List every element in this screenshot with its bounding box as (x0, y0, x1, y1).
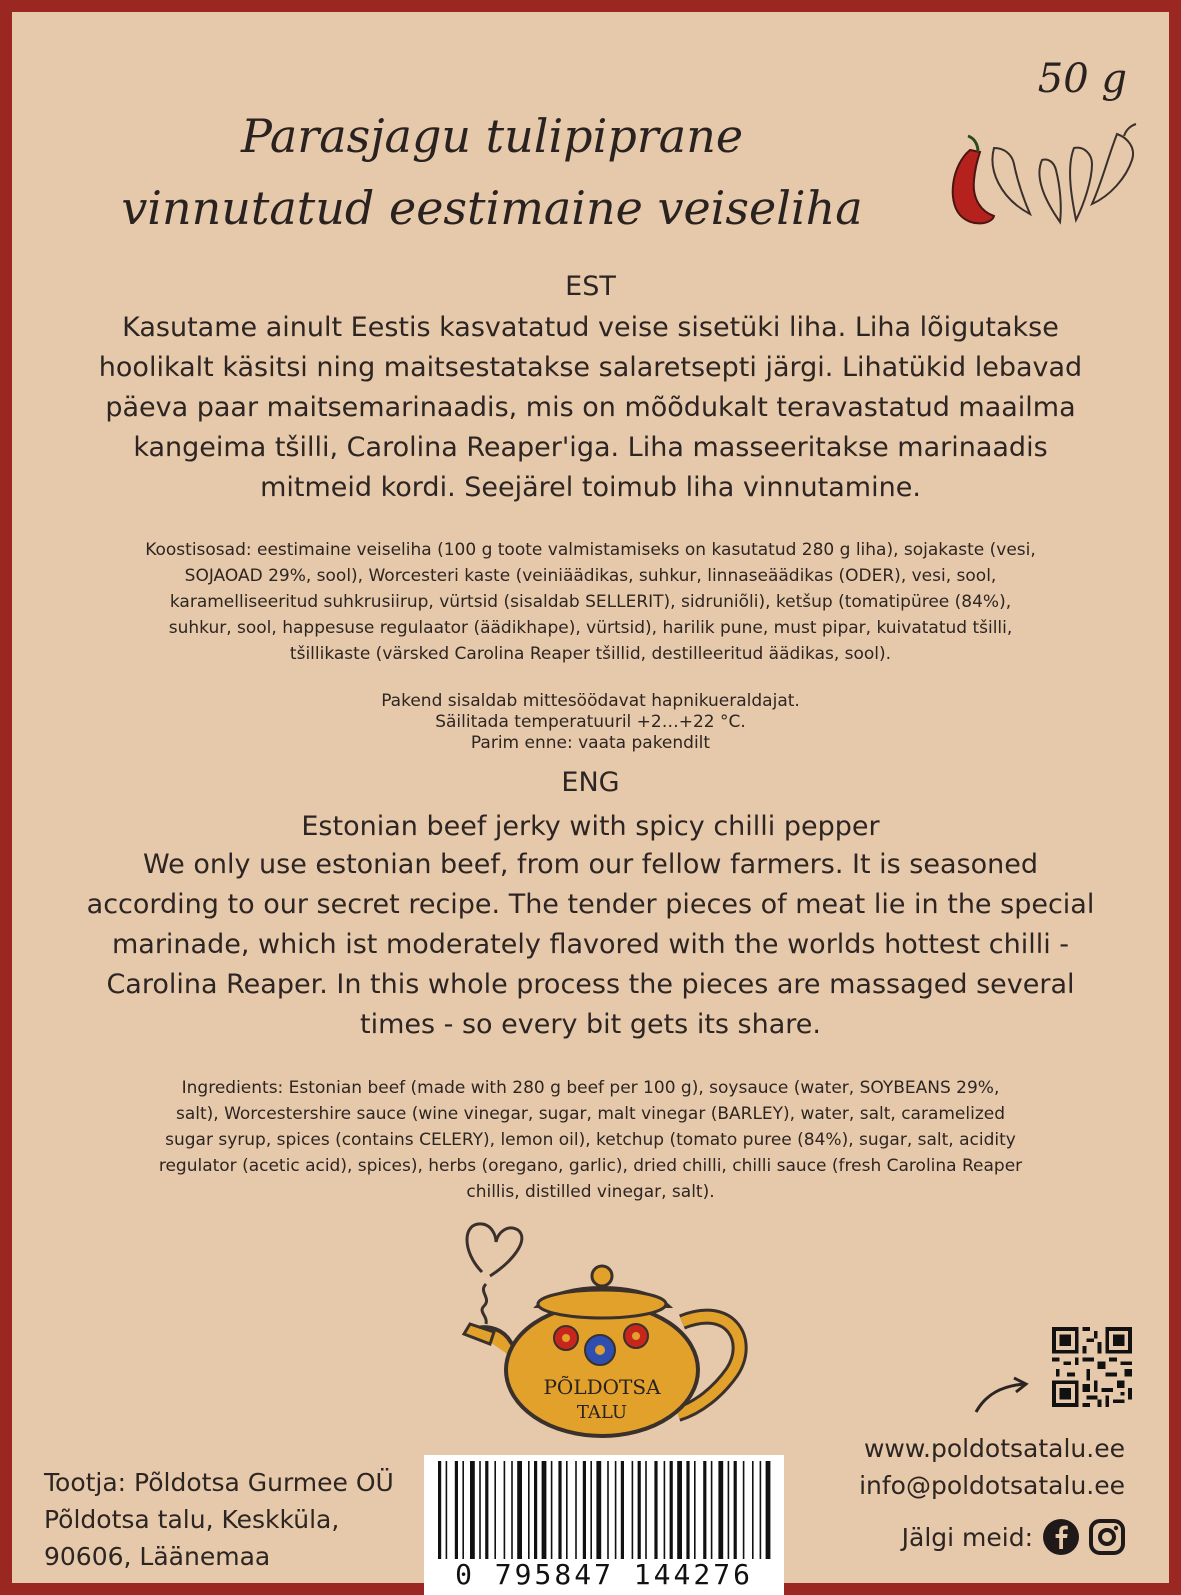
barcode-bar (711, 1461, 713, 1559)
barcode-bar (752, 1461, 754, 1559)
est-description-line: Kasutame ainult Eestis kasvatatud veise sisetüki liha. Liha lõigutakse (122, 312, 1059, 343)
est-ingredients (52, 537, 1129, 667)
barcode-bar (694, 1461, 696, 1559)
est-ingredients-line: Koostisosad: eestimaine veiseliha (100 g toote valmistamiseks on kasutatud 280 g liha), sojakaste (vesi, (145, 540, 1036, 560)
product-title (102, 100, 882, 244)
producer-line: Tootja: Põldotsa Gurmee OÜ (44, 1468, 394, 1497)
barcode-bar (462, 1461, 464, 1559)
barcode-bar (479, 1461, 481, 1559)
producer-line: 90606, Läänemaa (44, 1542, 271, 1571)
barcode-bar (670, 1461, 673, 1559)
eng-ingredients-line: Ingredients: Estonian beef (made with 280 g beef per 100 g), soysauce (water, SOYBEANS 29%, (181, 1078, 1000, 1098)
barcode-bar (654, 1461, 657, 1559)
est-description-line: hoolikalt käsitsi ning maitsestatakse salaretsepti järgi. Lihatükid lebavad (98, 352, 1083, 383)
steam-heart-icon (467, 1224, 522, 1324)
qr-code[interactable] (1052, 1327, 1132, 1407)
barcode-bar (566, 1461, 568, 1559)
logo-line-1: PÕLDOTSA (543, 1375, 661, 1399)
title-line-1: Parasjagu tulipiprane (240, 109, 744, 163)
barcode-bar (470, 1461, 475, 1559)
est-ingredients-line: SOJAOAD 29%, sool), Worcesteri kaste (veiniäädikas, suhkur, linnaseäädikas (ODER), vesi, sool, (184, 566, 997, 586)
eng-description-line: according to our secret recipe. The tender pieces of meat lie in the special (86, 889, 1095, 920)
contact-info (859, 1430, 1125, 1504)
arrow-icon (972, 1374, 1032, 1416)
barcode-bar (551, 1461, 553, 1559)
barcode-bar (638, 1461, 641, 1559)
barcode-bar (677, 1461, 682, 1559)
barcode-bar (446, 1461, 448, 1559)
barcode (424, 1455, 784, 1595)
barcode-bar (645, 1461, 647, 1559)
net-weight: 50 g (1037, 56, 1127, 102)
barcode-bar (528, 1461, 530, 1559)
social-follow (902, 1519, 1125, 1555)
barcode-bar (718, 1461, 723, 1559)
barcode-bar (766, 1461, 771, 1559)
chili-peppers-icon (942, 120, 1162, 240)
barcode-bar (438, 1461, 441, 1559)
est-ingredients-line: tšillikaste (värsked Carolina Reaper tšillid, destilleeritud äädikas, sool). (289, 644, 892, 664)
producer-info (44, 1464, 394, 1575)
barcode-bar (558, 1461, 561, 1559)
est-description-line: kangeima tšilli, Carolina Reaper'iga. Liha masseeritakse marinaadis (133, 432, 1048, 463)
est-storage (52, 691, 1129, 754)
storage-line: Pakend sisaldab mittesöödavat hapnikueraldajat. (381, 691, 800, 711)
barcode-bar (664, 1461, 666, 1559)
barcode-bar (728, 1461, 730, 1559)
est-heading: EST (565, 271, 616, 302)
barcode-bar (743, 1461, 745, 1559)
storage-line: Parim enne: vaata pakendilt (470, 733, 711, 753)
eng-heading: ENG (561, 767, 620, 798)
barcode-bars (424, 1455, 784, 1561)
barcode-bar (621, 1461, 624, 1559)
barcode-bar (504, 1461, 506, 1559)
barcode-bar (575, 1461, 577, 1559)
eng-description-line: marinade, which ist moderately flavored with the worlds hottest chilli - (111, 929, 1070, 960)
instagram-icon[interactable] (1089, 1519, 1125, 1555)
eng-description-line: Carolina Reaper. In this whole process the pieces are massaged several (106, 969, 1075, 1000)
barcode-bar (615, 1461, 617, 1559)
barcode-bar (632, 1461, 634, 1559)
eng-description-line: We only use estonian beef, from our fellow farmers. It is seasoned (143, 849, 1038, 880)
barcode-bar (455, 1461, 458, 1559)
barcode-bar (596, 1461, 601, 1559)
barcode-bar (485, 1461, 488, 1559)
storage-line: Säilitada temperatuuril +2…+22 °C. (435, 712, 746, 732)
eng-description-line: times - so every bit gets its share. (360, 1009, 821, 1040)
est-description-line: mitmeid kordi. Seejärel toimub liha vinnutamine. (260, 472, 921, 503)
eng-ingredients-line: sugar syrup, spices (contains CELERY), lemon oil), ketchup (tomato puree (84%), sugar, salt, acidity (165, 1130, 1016, 1150)
teapot-logo (442, 1212, 772, 1442)
follow-label: Jälgi meid: (901, 1522, 1033, 1552)
est-description-line: päeva paar maitsemarinaadis, mis on mõõdukalt teravastatud maailma (105, 392, 1076, 423)
eng-ingredients-line: salt), Worcestershire sauce (wine vinegar, sugar, malt vinegar (BARLEY), water, salt, caramelized (175, 1104, 1006, 1124)
barcode-bar (734, 1461, 737, 1559)
eng-ingredients (52, 1075, 1129, 1205)
logo-line-2: TALU (576, 1402, 628, 1423)
barcode-bar (517, 1461, 522, 1559)
est-description (52, 308, 1129, 508)
barcode-bar (511, 1461, 513, 1559)
barcode-bar (583, 1461, 586, 1559)
website-link[interactable]: www.poldotsatalu.ee (863, 1434, 1125, 1463)
producer-line: Põldotsa talu, Keskküla, (44, 1505, 340, 1534)
barcode-bar (590, 1461, 592, 1559)
barcode-bar (542, 1461, 547, 1559)
barcode-bar (760, 1461, 762, 1559)
barcode-bar (703, 1461, 706, 1559)
facebook-icon[interactable] (1043, 1519, 1079, 1555)
eng-subtitle: Estonian beef jerky with spicy chilli pepper (301, 811, 880, 842)
email-link[interactable]: info@poldotsatalu.ee (859, 1471, 1125, 1500)
barcode-bar (494, 1461, 496, 1559)
est-ingredients-line: karamelliseeritud suhkrusiirup, vürtsid (sisaldab SELLERIT), sidruniõli), ketšup (tomatipüree (84%), (169, 592, 1012, 612)
eng-description (52, 845, 1129, 1045)
barcode-bar (686, 1461, 689, 1559)
barcode-bar (534, 1461, 537, 1559)
barcode-number: 0 795847 144276 (455, 1558, 753, 1591)
eng-ingredients-line: regulator (acetic acid), spices), herbs (oregano, garlic), dried chilli, chilli sauce (fresh Carolina Reaper (158, 1156, 1023, 1176)
est-ingredients-line: suhkur, sool, happesuse regulaator (äädikhape), vürtsid), harilik pune, must pipar, kuivatatud tšilli, (168, 618, 1013, 638)
barcode-bar (607, 1461, 609, 1559)
title-line-2: vinnutatud eestimaine veiseliha (121, 181, 863, 235)
eng-ingredients-line: chillis, distilled vinegar, salt). (466, 1182, 715, 1202)
